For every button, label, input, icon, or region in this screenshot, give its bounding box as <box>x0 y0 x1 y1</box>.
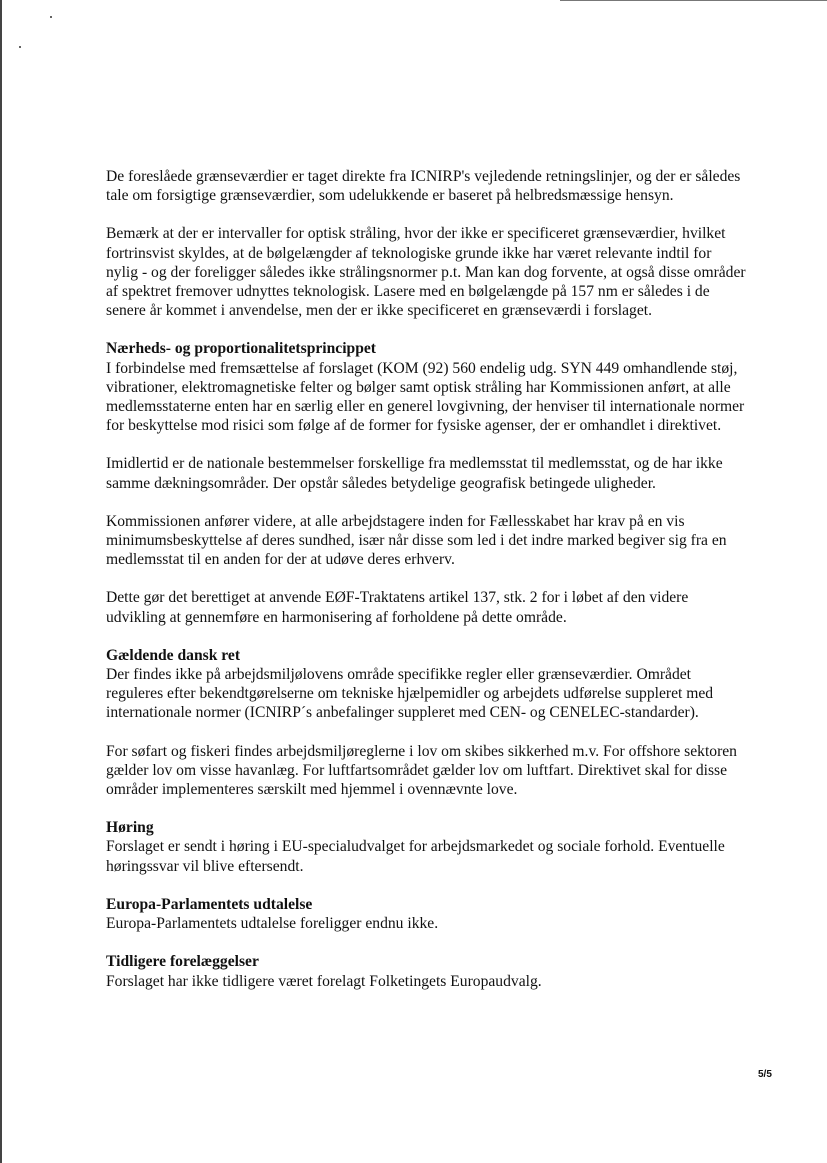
section-heading: Tidligere forelæggelser <box>106 953 259 971</box>
section-paragraph: For søfart og fiskeri findes arbejdsmiljøreglerne i lov om skibes sikkerhed m.v. For offshore sektoren gælder lov om visse havanlæg. For luftfartsområdet gælder lov om luftfart. Direktivet skal for disse områder implementeres særskilt med hjemmel i ovennævnte love. <box>106 742 737 799</box>
section-paragraph: Forslaget har ikke tidligere været forelagt Folketingets Europaudvalg. <box>106 972 542 990</box>
scan-edge-top <box>560 0 827 1</box>
section-paragraph: I forbindelse med fremsættelse af forslaget (KOM (92) 560 endelig udg. SYN 449 omhandlende støj, vibrationer, elektromagnetiske felter og bølger samt optisk stråling har Kommissionen anført, at alle medlemsstaterne enten har en særlig eller en generel lovgivning, der henviser til internationale normer for beskyttelse mod risici som følge af de former for fysiske agenser, der er omhandlet i direktivet. <box>106 359 745 435</box>
section-parliament-opinion <box>106 895 746 933</box>
section-paragraph: Forslaget er sendt i høring i EU-specialudvalget for arbejdsmarkedet og sociale forhold. Eventuelle høringssvar vil blive eftersendt. <box>106 838 725 875</box>
section-heading: Europa-Parlamentets udtalelse <box>106 895 313 913</box>
section-paragraph: Kommissionen anfører videre, at alle arbejdstagere inden for Fællesskabet har krav på en vis minimumsbeskyttelse af deres sundhed, især når disse som led i det indre marked begiver sig fra en medlemsstat til en anden for der at udøve deres erhverv. <box>106 512 727 569</box>
section-paragraph: Europa-Parlamentets udtalelse foreligger endnu ikke. <box>106 915 439 933</box>
section-heading: Høring <box>106 819 154 837</box>
scan-edge-left <box>0 0 2 1163</box>
section-previous-submissions <box>106 952 746 990</box>
section-proportionality <box>106 339 746 435</box>
document-body <box>106 167 746 1010</box>
scan-speck <box>50 16 52 18</box>
page-number: 5/5 <box>758 1069 772 1080</box>
intro-paragraph: Bemærk at der er intervaller for optisk stråling, hvor der ikke er specificeret grænseværdier, hvilket fortrinsvist skyldes, at de bølgelængder af teknologiske grunde ikke har været relevante indtil for nylig - og der foreligger således ikke strålingsnormer p.t. Man kan dog forvente, at også disse områder af spektret fremover udnyttes teknologisk. Lasere med en bølgelængde på 157 nm er således i de senere år kommet i anvendelse, men der er ikke specificeret en grænseværdi i forslaget. <box>106 225 746 320</box>
section-heading: Nærheds- og proportionalitetsprincippet <box>106 340 377 358</box>
section-heading: Gældende dansk ret <box>106 646 241 664</box>
section-hearing <box>106 818 746 876</box>
scan-speck <box>19 46 21 48</box>
section-paragraph: Imidlertid er de nationale bestemmelser forskellige fra medlemsstat til medlemsstat, og de har ikke samme dækningsområder. Der opstår således betydelige geografisk betingede uligheder. <box>106 455 723 492</box>
section-paragraph: Dette gør det berettiget at anvende EØF-Traktatens artikel 137, stk. 2 for i løbet af den videre udvikling at gennemføre en harmonisering af forholdene på dette område. <box>106 589 689 626</box>
section-paragraph: Der findes ikke på arbejdsmiljølovens område specifikke regler eller grænseværdier. Området reguleres efter bekendtgørelserne om tekniske hjælpemidler og arbejdets udførelse suppleret med internationale normer (ICNIRP´s anbefalinger suppleret med CEN- og CENELEC-standarder). <box>106 666 714 722</box>
section-danish-law <box>106 646 746 723</box>
intro-paragraph: De foreslåede grænseværdier er taget direkte fra ICNIRP's vejledende retningslinjer, og der er således tale om forsigtige grænseværdier, som udelukkende er baseret på helbredsmæssige hensyn. <box>106 168 741 205</box>
